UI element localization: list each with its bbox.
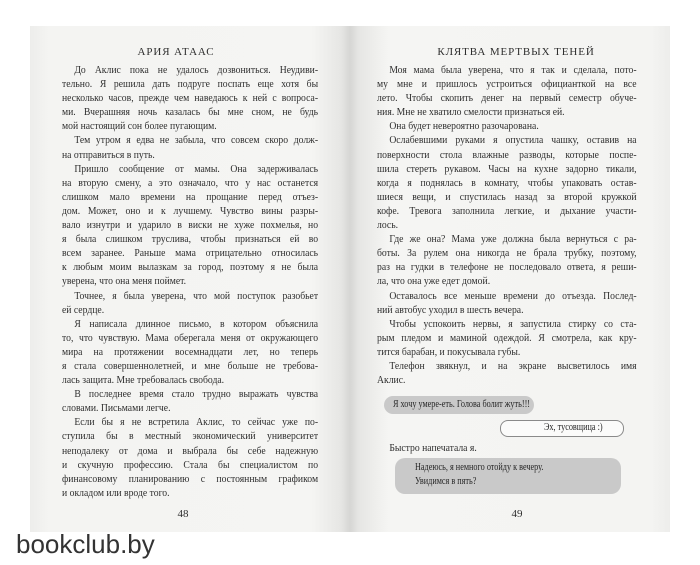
text-line: Оставалось все меньше времени до отъезда. Послед- (389, 289, 637, 302)
page-number-right: 49 (511, 508, 523, 520)
text-line: тится барабан, и покусывала губы. (377, 345, 521, 358)
text-line: дом. Может, оно и к лучшему. Чувство вины разры- (62, 204, 319, 217)
text-line: мира на протяжении восемнадцати лет, но теперь (62, 345, 319, 358)
text-line: ми. Вчерашняя ночь казалась бы мне сном, не будь (62, 106, 319, 119)
text-line: то, что чувствую. Мама оберегала меня от окружающего (62, 331, 319, 344)
text-line: когда я поднялась в комнату, чтобы упаковать остав- (377, 176, 637, 189)
paragraph (377, 317, 637, 359)
watermark-text: bookclub.by (16, 529, 155, 559)
text-line: До Аклис пока не удалось дозвониться. Неудиви- (74, 64, 319, 76)
text-line: шиеся вещи, и спустилась назад за второй кружкой (377, 190, 637, 203)
paragraph (62, 63, 318, 133)
message-text: Увидимся в пять? (415, 476, 477, 487)
text-line: боты. За рулем она никогда не брала трубку, поэтому, (377, 247, 637, 260)
text-line: Где же она? Мама уже должна была вернуться с ра- (389, 233, 637, 246)
text-line: лось. (377, 219, 399, 232)
text-line: и скучную профессию. Стала бы специалистом по (62, 458, 319, 471)
paragraph (62, 317, 318, 387)
incoming-message-bubble (384, 396, 534, 414)
text-line: и окладом или вроде того. (62, 486, 170, 499)
text-line: несколько часов, прежде чем наведаюсь к ней с вопроса- (62, 92, 319, 105)
text-line: к любым моим вылазкам за город, поэтому я не была (62, 261, 319, 274)
paragraph (62, 289, 318, 317)
text-line: Телефон звякнул, и на экране высветилось имя (389, 359, 637, 372)
paragraph (62, 162, 318, 289)
text-line: Точнее, я была уверена, что мой поступок разобьет (74, 289, 319, 302)
text-line: Чтобы успокоить нервы, я запустила стирку со ста- (389, 317, 637, 330)
right-page-text (377, 63, 637, 387)
message-text: Я хочу умере-еть. Голова болит жуть!!! (393, 399, 531, 410)
text-line: неподалеку от дома и выбрала бы себе надежную (62, 444, 319, 457)
text-line: Моя мама была уверена, что я так и сделала, пото- (389, 64, 637, 76)
text-line: тельно. Я решила дать подруге поспать еще хотя бы (62, 78, 319, 91)
text-line: финансовому планированию с постоянным графиком (62, 472, 319, 485)
text-line: я стала совершеннолетней, и мне больше не требова- (62, 359, 319, 372)
text-line: лето. Чтобы скопить денег на первый семестр обуче- (377, 92, 637, 105)
outgoing-message-bubble (500, 420, 624, 437)
text-line: раз на гудки в телефоне не последовало ответа, я реши- (377, 261, 637, 274)
narration-paragraph (377, 441, 637, 455)
text-line: кофе. Тревога заполнила легкие, и дыхание участи- (377, 204, 637, 217)
left-page-text (62, 63, 318, 500)
paragraph (377, 63, 637, 119)
text-line: на отправиться в путь. (62, 148, 155, 161)
text-line: я была слишком труслива, чтобы признаться ей во (62, 233, 319, 246)
text-line: ей сердце. (62, 303, 105, 316)
text-line: шила стереть рукавом. Часы на кухне задорно тикали, (377, 162, 637, 175)
text-line: Ослабевшими руками я опустила чашку, оставив на (389, 134, 637, 147)
text-line: ний автобус уходил в шесть вечера. (377, 303, 524, 316)
paragraph (377, 119, 637, 133)
text-line: на вторую смену, а это означало, что у нас останется (62, 176, 319, 189)
text-line: Я написала длинное письмо, в котором объяснила (74, 317, 319, 330)
paragraph (377, 359, 637, 387)
text-line: Она будет невероятно разочарована. (389, 120, 539, 133)
text-line: мой настоящий сон более пугающим. (62, 120, 217, 133)
text-line: му мне и пришлось устроиться официанткой на все (377, 78, 637, 91)
paragraph (377, 232, 637, 288)
running-head-author: АРИЯ АТААС (137, 46, 215, 58)
text-line: всем заранее. Раньше мама отрицательно относилась (62, 247, 319, 260)
paragraph (62, 415, 318, 500)
running-head-title: КЛЯТВА МЕРТВЫХ ТЕНЕЙ (437, 46, 595, 58)
message-text: Надеюсь, я немного отойду к вечеру. (415, 462, 544, 473)
page-number-left: 48 (177, 508, 189, 520)
text-line: ла, что она уже едет домой. (377, 275, 491, 288)
message-text: Эх, тусовщица :) (544, 422, 603, 433)
text-line: уверена, что она меня поймет. (62, 275, 187, 288)
paragraph (377, 133, 637, 232)
text-line: словами. Письмами легче. (62, 402, 171, 415)
text-line: Аклис. (377, 374, 406, 387)
text-line: ступила бы в местный экономический университет (62, 430, 319, 443)
text-line: ния. Мне не хватило смелости признаться ей. (377, 106, 565, 119)
paragraph (377, 289, 637, 317)
text-line: Быстро напечатала я. (389, 442, 477, 454)
text-line: Если бы я не встретила Аклис, то сейчас уже по- (74, 416, 319, 429)
text-line: В последнее время стало трудно выражать чувства (74, 388, 319, 401)
paragraph (62, 133, 318, 161)
text-line: поверхности стола влажные разводы, которые поспе- (377, 148, 637, 161)
text-line: Пришло сообщение от мамы. Она задерживалась (74, 162, 319, 175)
paragraph (62, 387, 318, 415)
text-line: Тем утром я едва не забыла, что совсем скоро долж- (74, 134, 319, 147)
incoming-message-bubble (395, 458, 621, 494)
text-line: слишком мало времени на прощание перед отъез- (62, 190, 319, 203)
text-line: лась защита. Мне требовалась свобода. (62, 374, 225, 387)
text-line: вало изнутри и ударило в виски не хуже похмелья, но (62, 219, 319, 232)
text-line: рым пледом и маминой одеждой. Я смотрела, как кру- (377, 331, 637, 344)
